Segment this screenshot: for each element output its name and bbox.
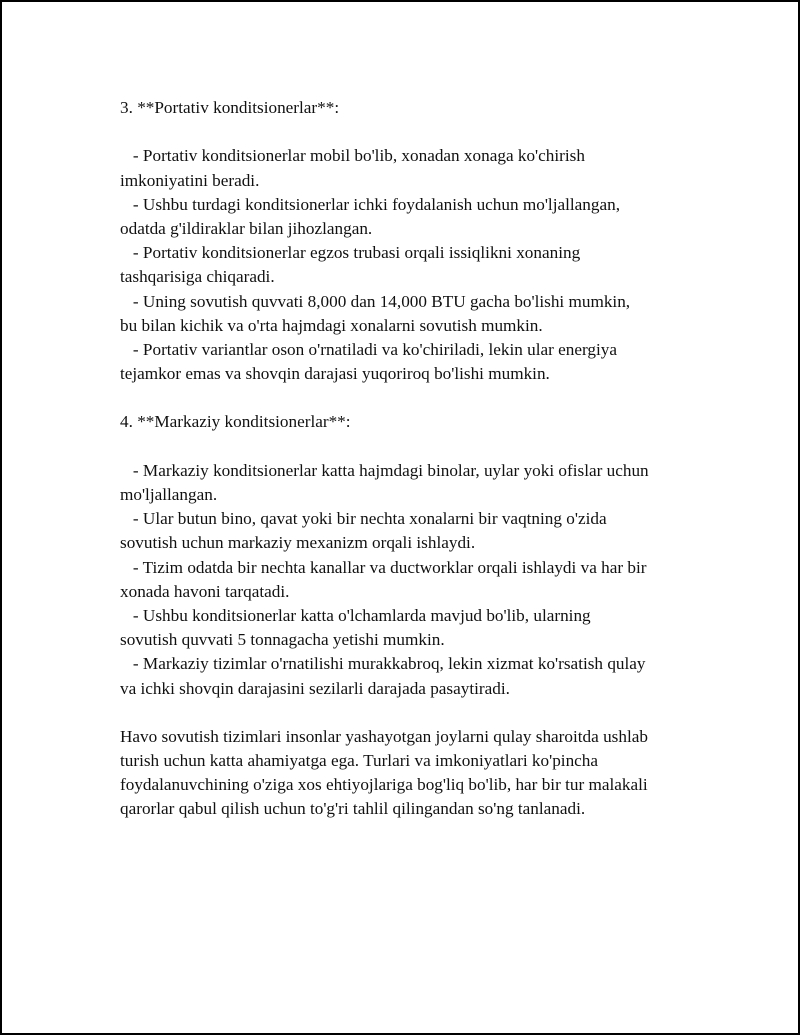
bullet-line: - Portativ konditsionerlar egzos trubasi orqali issiqlikni xonaning [120, 243, 581, 263]
bullet-line: bu bilan kichik va o'rta hajmdagi xonalarni sovutish mumkin. [120, 315, 543, 335]
bullet-item [120, 556, 690, 604]
bullet-line: tejamkor emas va shovqin darajasi yuqoriroq bo'lishi mumkin. [120, 364, 550, 384]
bullet-line: xonada havoni tarqatadi. [120, 581, 290, 601]
bullet-item [120, 652, 690, 700]
bullet-line: - Ushbu konditsionerlar katta o'lchamlarda mavjud bo'lib, ularning [120, 605, 591, 625]
bullet-line: - Markaziy konditsionerlar katta hajmdagi binolar, uylar yoki ofislar uchun [120, 460, 649, 480]
bullet-line: mo'ljallangan. [120, 485, 218, 504]
paragraph-line: Havo sovutish tizimlari insonlar yashayotgan joylarni qulay sharoitda ushlab [120, 726, 648, 746]
bullet-line: sovutish uchun markaziy mexanizm orqali ishlaydi. [120, 533, 476, 553]
bullet-line: - Portativ konditsionerlar mobil bo'lib, xonadan xonaga ko'chirish [120, 146, 585, 166]
paragraph-line: turish uchun katta ahamiyatga ega. Turlari va imkoniyatlari ko'pincha [120, 751, 599, 771]
bullet-item [120, 459, 690, 507]
bullet-item [120, 241, 690, 289]
document-body [120, 96, 690, 822]
bullet-item [120, 604, 690, 652]
bullet-line: - Ular butun bino, qavat yoki bir nechta xonalarni bir vaqtning o'zida [120, 509, 607, 529]
bullet-line: imkoniyatini beradi. [120, 170, 260, 190]
bullet-list [120, 144, 690, 386]
bullet-line: va ichki shovqin darajasini sezilarli darajada pasaytiradi. [120, 678, 510, 698]
bullet-line: odatda g'ildiraklar bilan jihozlangan. [120, 218, 373, 238]
section-heading: 3. **Portativ konditsionerlar**: [120, 98, 340, 117]
paragraph-line: qarorlar qabul qilish uchun to'g'ri tahlil qilingandan so'ng tanlanadi. [120, 799, 586, 819]
bullet-item [120, 338, 690, 386]
bullet-line: - Portativ variantlar oson o'rnatiladi va ko'chiriladi, lekin ular energiya [120, 339, 618, 359]
conclusion-paragraph [120, 725, 690, 822]
bullet-list [120, 459, 690, 701]
bullet-item [120, 507, 690, 555]
bullet-line: sovutish quvvati 5 tonnagacha yetishi mumkin. [120, 630, 445, 650]
bullet-line: - Uning sovutish quvvati 8,000 dan 14,000 BTU gacha bo'lishi mumkin, [120, 291, 631, 311]
bullet-item [120, 144, 690, 192]
paragraph-line: foydalanuvchining o'ziga xos ehtiyojlariga bog'liq bo'lib, har bir tur malakali [120, 775, 648, 795]
section-portable-ac [120, 96, 690, 386]
section-central-ac [120, 410, 690, 700]
bullet-line: - Tizim odatda bir nechta kanallar va ductworklar orqali ishlaydi va har bir [120, 557, 647, 577]
bullet-item [120, 290, 690, 338]
bullet-line: - Ushbu turdagi konditsionerlar ichki foydalanish uchun mo'ljallangan, [120, 194, 620, 214]
bullet-line: - Markaziy tizimlar o'rnatilishi murakkabroq, lekin xizmat ko'rsatish qulay [120, 654, 646, 674]
bullet-line: tashqarisiga chiqaradi. [120, 267, 275, 287]
section-heading: 4. **Markaziy konditsionerlar**: [120, 412, 351, 432]
bullet-item [120, 193, 690, 241]
